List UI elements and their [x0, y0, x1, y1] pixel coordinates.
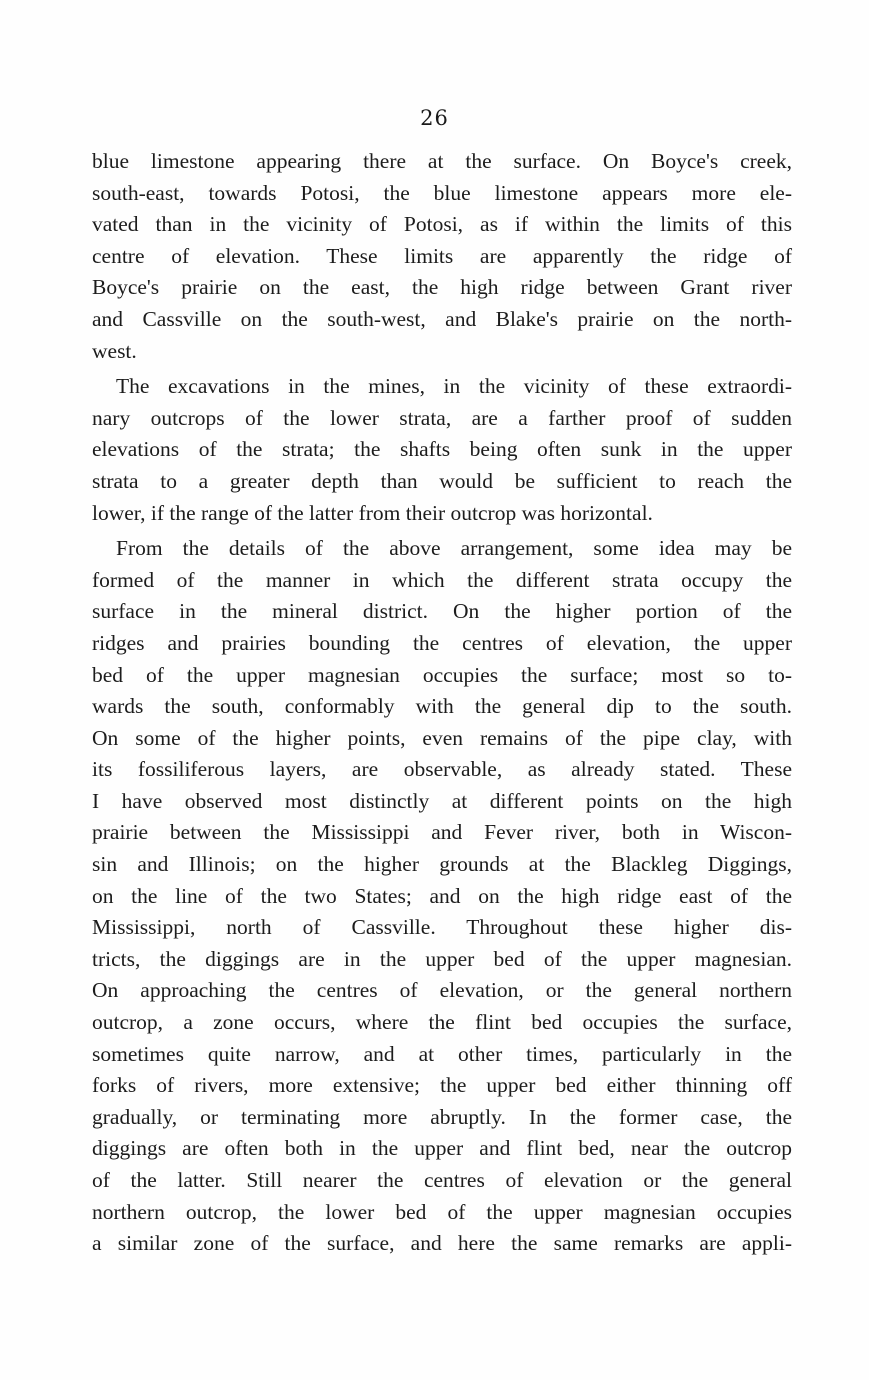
body-text — [92, 146, 792, 1264]
text-line: sometimes quite narrow, and at other times, particularly in the — [92, 1041, 792, 1066]
text-line: ridges and prairies bounding the centres of elevation, the upper — [92, 630, 792, 655]
text-line: elevations of the strata; the shafts being often sunk in the upper — [92, 437, 792, 462]
text-line: wards the south, conformably with the general dip to the south. — [92, 694, 792, 719]
text-line: centre of elevation. These limits are apparently the ridge of — [92, 243, 792, 268]
text-line: prairie between the Mississippi and Fever river, both in Wiscon- — [92, 820, 792, 845]
text-line: of the latter. Still nearer the centres of elevation or the general — [92, 1168, 792, 1192]
text-line: On approaching the centres of elevation, or the general northern — [92, 978, 792, 1003]
text-line: formed of the manner in which the different strata occupy the — [92, 567, 792, 592]
text-line: forks of rivers, more extensive; the upper bed either thinning off — [92, 1073, 792, 1098]
text-line: and Cassville on the south-west, and Blake's prairie on the north- — [92, 306, 792, 331]
paragraph-1 — [92, 146, 792, 367]
text-line: outcrop, a zone occurs, where the flint bed occupies the surface, — [92, 1010, 792, 1035]
text-line: tricts, the diggings are in the upper bed of the upper magnesian. — [92, 946, 792, 971]
text-line: Mississippi, north of Cassville. Throughout these higher dis- — [92, 915, 792, 940]
text-line: blue limestone appearing there at the surface. On Boyce's creek, — [92, 149, 792, 173]
text-line: a similar zone of the surface, and here the same remarks are appli- — [92, 1231, 792, 1256]
text-line: surface in the mineral district. On the higher portion of the — [92, 599, 792, 624]
paragraph-3 — [92, 533, 792, 1260]
page-number: 26 — [420, 106, 449, 130]
text-line: strata to a greater depth than would be sufficient to reach the — [92, 468, 792, 493]
text-line: I have observed most distinctly at different points on the high — [92, 788, 792, 813]
text-line: nary outcrops of the lower strata, are a farther proof of sudden — [92, 405, 792, 430]
text-line: diggings are often both in the upper and flint bed, near the outcrop — [92, 1136, 792, 1161]
text-line: gradually, or terminating more abruptly. In the former case, the — [92, 1104, 792, 1129]
text-line: its fossiliferous layers, are observable, as already stated. These — [92, 757, 792, 782]
text-line: lower, if the range of the latter from their outcrop was horizontal. — [92, 500, 653, 525]
text-line: on the line of the two States; and on the high ridge east of the — [92, 883, 792, 908]
text-line: bed of the upper magnesian occupies the surface; most so to- — [92, 662, 792, 687]
text-line: west. — [92, 338, 137, 363]
paragraph-2 — [92, 371, 792, 529]
text-line: From the details of the above arrangement, some idea may be — [116, 536, 792, 561]
text-line: vated than in the vicinity of Potosi, as if within the limits of this — [92, 212, 792, 237]
text-line: The excavations in the mines, in the vicinity of these extraordi- — [116, 374, 792, 399]
text-line: south-east, towards Potosi, the blue limestone appears more ele- — [92, 180, 792, 205]
text-line: sin and Illinois; on the higher grounds at the Blackleg Diggings, — [92, 852, 792, 877]
text-line: On some of the higher points, even remains of the pipe clay, with — [92, 725, 792, 750]
text-line: northern outcrop, the lower bed of the upper magnesian occupies — [92, 1199, 792, 1224]
text-line: Boyce's prairie on the east, the high ridge between Grant river — [92, 275, 792, 300]
